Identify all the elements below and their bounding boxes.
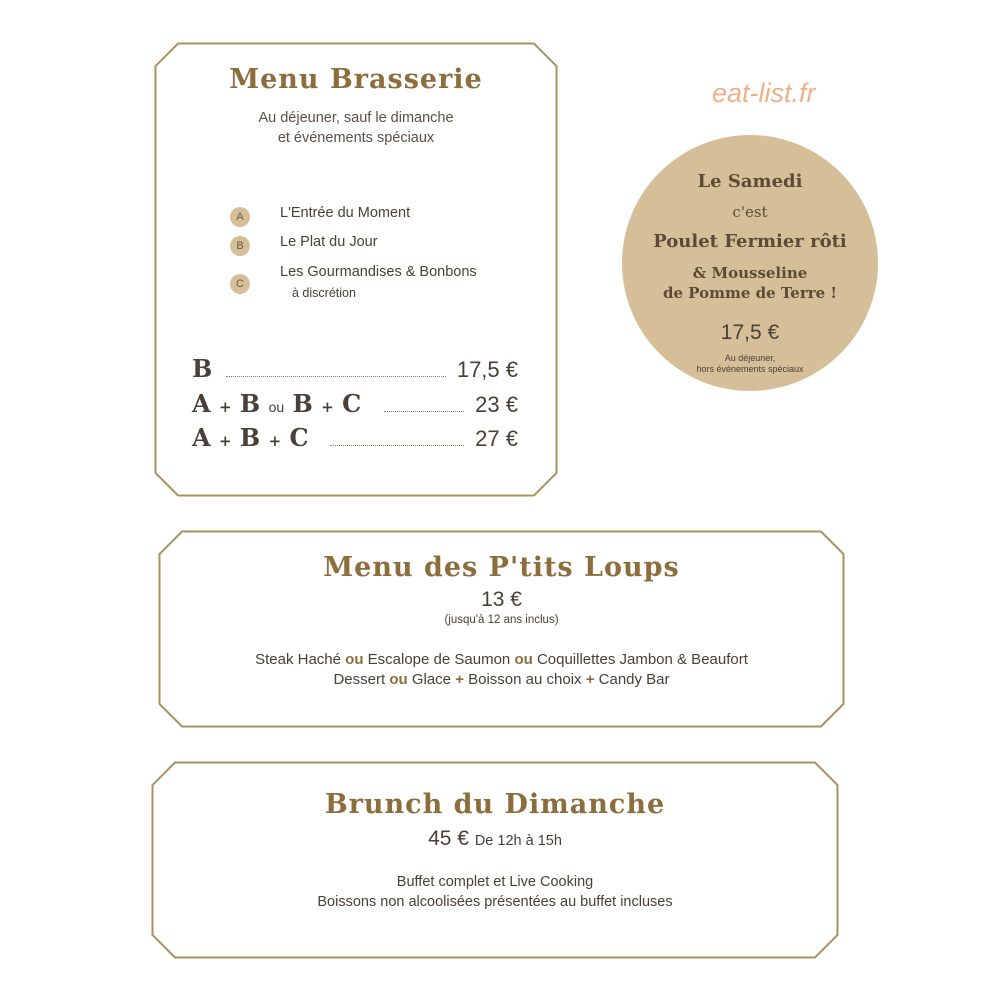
price-value: 23 € [475,392,518,417]
brunch-menu-card [151,761,839,959]
badge-c: C [230,274,250,294]
item-label: Le Plat du Jour [280,234,378,250]
price-row-abc [192,423,518,455]
brunch-title: Brunch du Dimanche [324,789,666,820]
samedi-price: 17,5 € [720,321,780,344]
brasserie-subtitle-line2: et événements spéciaux [277,130,435,146]
samedi-special-badge [622,135,878,391]
dot-leader [226,376,446,377]
samedi-line1: Le Samedi [697,171,803,192]
samedi-line2: c'est [732,203,768,221]
brasserie-menu-card [154,42,558,497]
item-note: à discrétion [292,286,356,300]
price-row-b [192,354,518,386]
formula: B [192,354,213,383]
brasserie-subtitle-line1: Au déjeuner, sauf le dimanche [258,110,454,126]
formula: A + B ou B + C [192,389,362,418]
item-label: L'Entrée du Moment [280,205,411,221]
dot-leader [330,445,464,446]
price-value: 27 € [475,426,518,451]
loups-price: 13 € [481,588,522,611]
brunch-line2: Boissons non alcoolisées présentées au buffet incluses [317,894,673,910]
ptits-loups-menu-card [158,530,845,728]
samedi-note-line1: Au déjeuner, [724,353,776,363]
watermark: eat-list.fr [712,78,816,108]
loups-age-note: (jusqu'à 12 ans inclus) [444,614,559,626]
formula: A + B + C [192,423,309,452]
item-label: Les Gourmandises & Bonbons [280,264,477,280]
samedi-note-line2: hors événements spéciaux [696,364,804,374]
price-value: 17,5 € [456,357,518,382]
loups-title: Menu des P'tits Loups [323,552,680,583]
loups-line2: Dessert ou Glace + Boisson au choix + Candy Bar [333,671,670,688]
badge-b: B [230,236,250,256]
brasserie-title: Menu Brasserie [229,64,483,95]
brunch-price: 45 € De 12h à 15h [428,827,562,850]
price-row-ab-or-bc [192,389,518,421]
brunch-line1: Buffet complet et Live Cooking [396,874,594,890]
dot-leader [384,411,464,412]
samedi-note [622,353,878,375]
loups-line1: Steak Haché ou Escalope de Saumon ou Coquillettes Jambon & Beaufort [255,651,748,668]
badge-a: A [230,207,250,227]
samedi-line3: Poulet Fermier rôti [653,231,847,252]
samedi-line4: & Mousseline [692,264,808,282]
samedi-line5: de Pomme de Terre ! [662,284,838,302]
brasserie-subtitle [154,108,558,148]
